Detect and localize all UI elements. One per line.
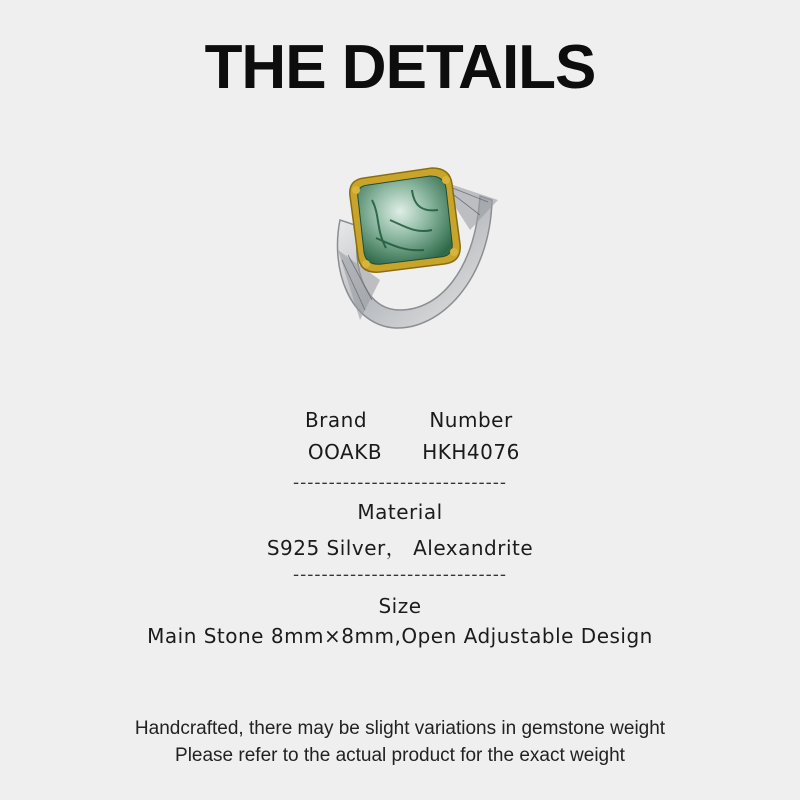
- brand-value: OOAKB: [307, 440, 383, 464]
- divider-1: ------------------------------: [292, 473, 508, 493]
- size-value: Main Stone 8mm×8mm,Open Adjustable Design: [147, 624, 653, 648]
- material-value: S925 Silver， Alexandrite: [266, 536, 534, 560]
- number-label: Number: [429, 408, 513, 432]
- ring-image: [320, 160, 500, 340]
- page-title: THE DETAILS: [204, 33, 596, 102]
- brand-label: Brand: [304, 408, 368, 432]
- footer-note-1: Handcrafted, there may be slight variations in gemstone weight: [134, 718, 666, 739]
- ring-icon: [320, 160, 500, 340]
- material-label: Material: [357, 500, 443, 524]
- footer-note-2: Please refer to the actual product for the exact weight: [175, 745, 625, 766]
- number-value: HKH4076: [422, 440, 520, 464]
- size-label: Size: [378, 594, 422, 618]
- divider-2: ------------------------------: [292, 565, 508, 585]
